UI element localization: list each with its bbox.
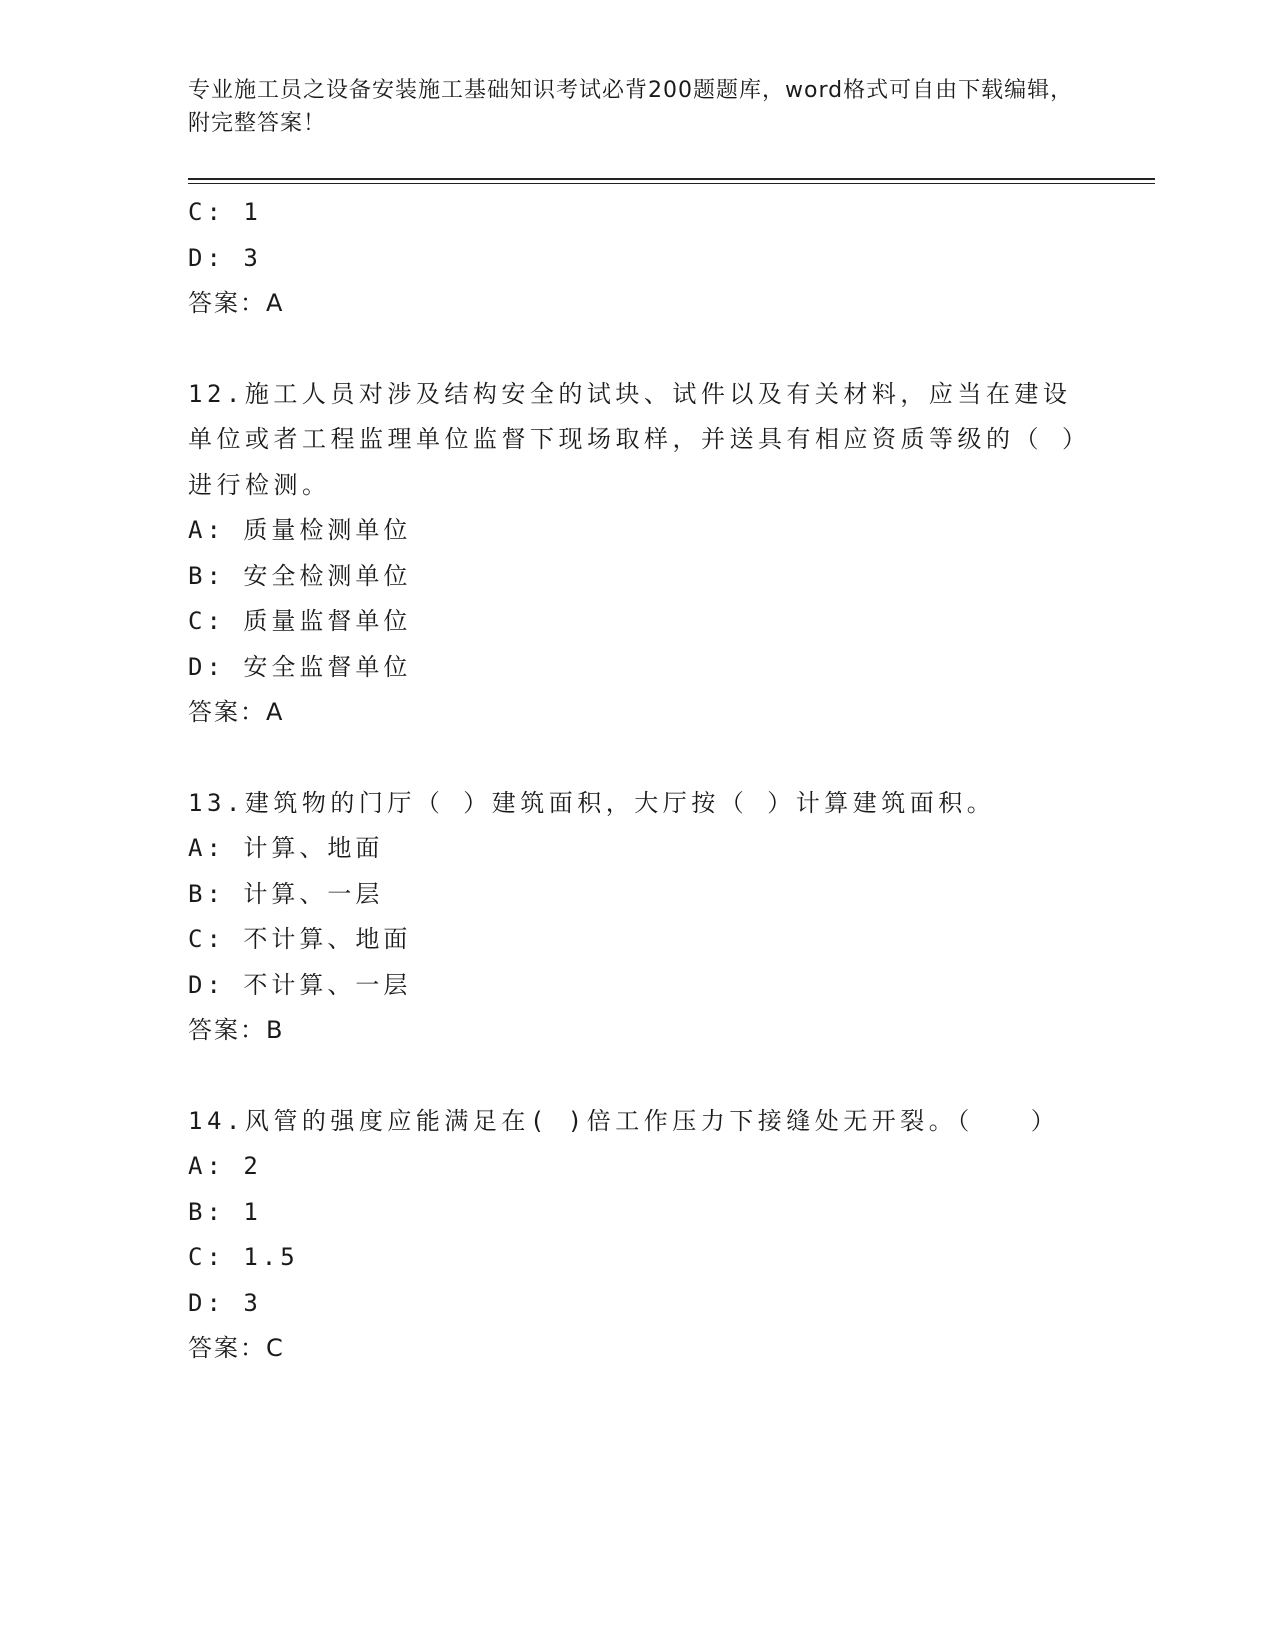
question-text: 12.施工人员对涉及结构安全的试块、试件以及有关材料，应当在建设单位或者工程监理单位监督下现场取样，并送具有相应资质等级的（ ）进行检测。 [188,379,1079,499]
option-b: B: 计算、一层 [188,879,384,908]
option-b: B: 安全检测单位 [188,561,412,590]
option-c: C: 1 [188,198,262,226]
option-b: B: 1 [188,1197,262,1226]
header-rule-thin [188,183,1155,184]
question-12 [188,372,1088,736]
answer-line: 答案：A [188,289,285,317]
option-d: D: 3 [188,243,262,272]
spacer [188,736,1088,781]
option-c: C: 不计算、地面 [188,925,412,953]
answer-line: 答案：C [188,1334,285,1362]
option-a: A: 计算、地面 [188,834,384,862]
option-a: A: 质量检测单位 [188,516,412,544]
spacer [188,327,1088,372]
question-14 [188,1099,1088,1372]
option-c: C: 1.5 [188,1243,299,1271]
option-d: D: 3 [188,1288,262,1317]
header-rule-thick [188,178,1155,180]
answer-line: 答案：B [188,1016,285,1044]
question-text: 14.风管的强度应能满足在( )倍工作压力下接缝处无开裂。（ ） [188,1106,1060,1135]
option-c: C: 质量监督单位 [188,607,412,635]
spacer [188,1054,1088,1099]
question-list [188,190,1088,1372]
option-a: A: 2 [188,1152,262,1180]
question-text: 13.建筑物的门厅（ ）建筑面积，大厅按（ ）计算建筑面积。 [188,788,996,817]
question-13 [188,781,1088,1054]
header-title: 专业施工员之设备安装施工基础知识考试必背200题题库，word格式可自由下载编辑，附完整答案！ [188,78,1074,136]
option-d: D: 安全监督单位 [188,652,412,681]
option-d: D: 不计算、一层 [188,970,412,999]
document-header [188,74,1088,140]
answer-line: 答案：A [188,698,285,726]
question-carryover [188,190,1088,327]
